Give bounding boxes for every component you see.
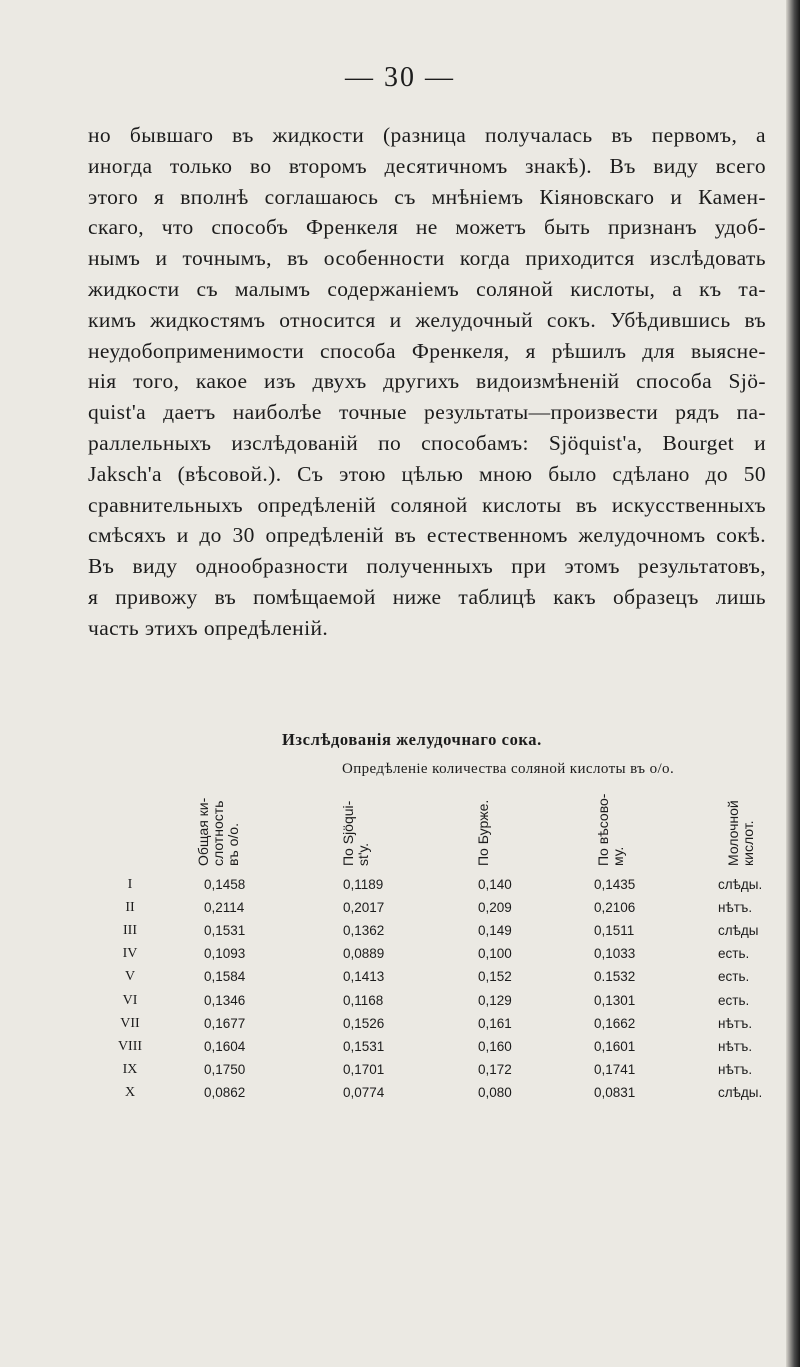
cell-bourget: 0,140: [478, 877, 512, 892]
table-row: [0, 1016, 800, 1038]
cell-gravimetric: 0,1662: [594, 1015, 636, 1031]
text-line: смѣсяхъ и до 30 опредѣленій въ естественномъ желудочномъ сокѣ.: [88, 523, 766, 548]
table-row: [0, 1062, 800, 1084]
column-header-lactic-acid: Молочной кислот.: [725, 800, 756, 866]
cell-lactic-acid: нѣтъ.: [718, 1061, 753, 1077]
cell-sjoquist: 0,1189: [343, 877, 384, 892]
text-line: скаго, что способъ Френкеля не можетъ быть признанъ удоб-: [88, 215, 766, 240]
cell-total-acidity: 0,1604: [204, 1038, 246, 1054]
cell-gravimetric: 0,1033: [594, 946, 636, 962]
cell-sjoquist: 0,1362: [343, 923, 385, 939]
table-row: [0, 946, 800, 968]
text-line: но бывшаго въ жидкости (разница получалась въ первомъ, а: [88, 123, 766, 147]
cell-total-acidity: 0,1093: [204, 946, 246, 962]
page-edge-shadow: [786, 0, 800, 1367]
cell-bourget: 0,172: [478, 1061, 512, 1077]
text-line: кимъ жидкостямъ относится и желудочный сокъ. Убѣдившись въ: [88, 307, 766, 332]
cell-lactic-acid: слѣды.: [718, 877, 763, 892]
page-number: — 30 —: [345, 62, 455, 93]
cell-lactic-acid: слѣды: [718, 923, 759, 939]
cell-sjoquist: 0,1701: [343, 1061, 385, 1077]
row-number: II: [125, 900, 135, 916]
cell-bourget: 0,160: [478, 1038, 512, 1054]
column-header-gravimetric: По вѣсово- му.: [595, 793, 626, 866]
row-number: VII: [120, 1015, 140, 1031]
table-row: [0, 1085, 800, 1107]
cell-sjoquist: 0,1531: [343, 1038, 385, 1054]
cell-bourget: 0,161: [478, 1015, 512, 1031]
cell-bourget: 0,152: [478, 969, 512, 985]
cell-sjoquist: 0,0889: [343, 946, 385, 962]
text-line: сравнительныхъ опредѣленій соляной кислоты въ искусственныхъ: [88, 492, 766, 517]
text-line: раллельныхъ изслѣдованій по способамъ: Sjöquist'а, Bourget и: [88, 430, 766, 455]
row-number: VI: [122, 992, 138, 1008]
column-header-bourget: По Бурже.: [475, 799, 491, 866]
column-header-sjoquist: По Sjöqui- st'у.: [340, 800, 371, 866]
cell-total-acidity: 0,0862: [204, 1084, 246, 1100]
table-row: [0, 900, 800, 922]
cell-gravimetric: 0,1601: [594, 1038, 636, 1054]
cell-lactic-acid: есть.: [718, 992, 750, 1008]
cell-gravimetric: 0,1511: [594, 923, 635, 939]
cell-sjoquist: 0,1168: [343, 992, 384, 1008]
text-line: жидкости съ малымъ содержаніемъ соляной кислоты, а къ та-: [88, 276, 766, 301]
text-line: этого я вполнѣ соглашаюсь съ мнѣніемъ Кіяновскаго и Камен-: [88, 184, 766, 209]
text-line: неудобоприменимости способа Френкеля, я рѣшилъ для выясне-: [88, 338, 766, 363]
cell-gravimetric: 0,1435: [594, 877, 636, 892]
cell-gravimetric: 0,1741: [594, 1061, 636, 1077]
text-line: нія того, какое изъ двухъ другихъ видоизмѣненій способа Sjö-: [88, 369, 766, 394]
cell-sjoquist: 0,1526: [343, 1015, 385, 1031]
cell-lactic-acid: нѣтъ.: [718, 1015, 753, 1031]
table-row: [0, 923, 800, 945]
body-paragraph: [88, 120, 766, 644]
cell-lactic-acid: нѣтъ.: [718, 900, 753, 916]
text-line: quist'а даетъ наиболѣе точные результаты—произвести рядъ па-: [88, 400, 766, 425]
cell-lactic-acid: нѣтъ.: [718, 1038, 753, 1054]
text-line: нымъ и точнымъ, въ особенности когда приходится изслѣдовать: [88, 246, 766, 271]
cell-total-acidity: 0,1458: [204, 877, 246, 892]
cell-bourget: 0,080: [478, 1084, 512, 1100]
table-row: [0, 969, 800, 991]
column-header-total-acidity: Общая ки- слотность въ о/о.: [195, 797, 241, 866]
text-line: Jaksch'а (вѣсовой.). Съ этою цѣлью мною было сдѣлано до 50: [88, 461, 766, 486]
row-number: VIII: [117, 1038, 143, 1054]
text-line: Въ виду однообразности полученныхъ при этомъ результатовъ,: [88, 554, 766, 579]
cell-lactic-acid: слѣды.: [718, 1084, 763, 1100]
cell-gravimetric: 0,1301: [594, 992, 636, 1008]
cell-sjoquist: 0,2017: [343, 900, 385, 916]
table-row: [0, 877, 800, 899]
row-number: X: [124, 1084, 136, 1100]
row-number: IX: [122, 1061, 138, 1077]
cell-total-acidity: 0,1584: [204, 969, 246, 985]
table-subtitle: Опредѣленіе количества соляной кислоты въ о/о.: [342, 761, 675, 777]
row-number: V: [124, 969, 136, 985]
row-number: IV: [122, 946, 138, 962]
cell-total-acidity: 0,1750: [204, 1061, 246, 1077]
cell-bourget: 0,129: [478, 992, 512, 1008]
cell-gravimetric: 0,0831: [594, 1084, 636, 1100]
table-row: [0, 1039, 800, 1061]
cell-gravimetric: 0,2106: [594, 900, 636, 916]
row-number: III: [123, 923, 137, 939]
cell-total-acidity: 0,1346: [204, 992, 246, 1008]
cell-sjoquist: 0,0774: [343, 1084, 385, 1100]
text-line: иногда только во второмъ десятичномъ знакѣ). Въ виду всего: [88, 153, 766, 178]
cell-total-acidity: 0,2114: [204, 900, 245, 916]
cell-sjoquist: 0,1413: [343, 969, 385, 985]
row-number: I: [127, 877, 133, 892]
cell-lactic-acid: есть.: [718, 946, 750, 962]
cell-total-acidity: 0,1531: [204, 923, 246, 939]
cell-lactic-acid: есть.: [718, 969, 750, 985]
text-line: часть этихъ опредѣленій.: [88, 615, 329, 640]
cell-bourget: 0,100: [478, 946, 512, 962]
cell-total-acidity: 0,1677: [204, 1015, 246, 1031]
table-title: Изслѣдованія желудочнаго сока.: [282, 730, 542, 749]
text-line: я привожу въ помѣщаемой ниже таблицѣ какъ образецъ лишь: [88, 584, 766, 609]
cell-bourget: 0,209: [478, 900, 512, 916]
cell-gravimetric: 0.1532: [594, 969, 636, 985]
table-row: [0, 993, 800, 1015]
cell-bourget: 0,149: [478, 923, 512, 939]
